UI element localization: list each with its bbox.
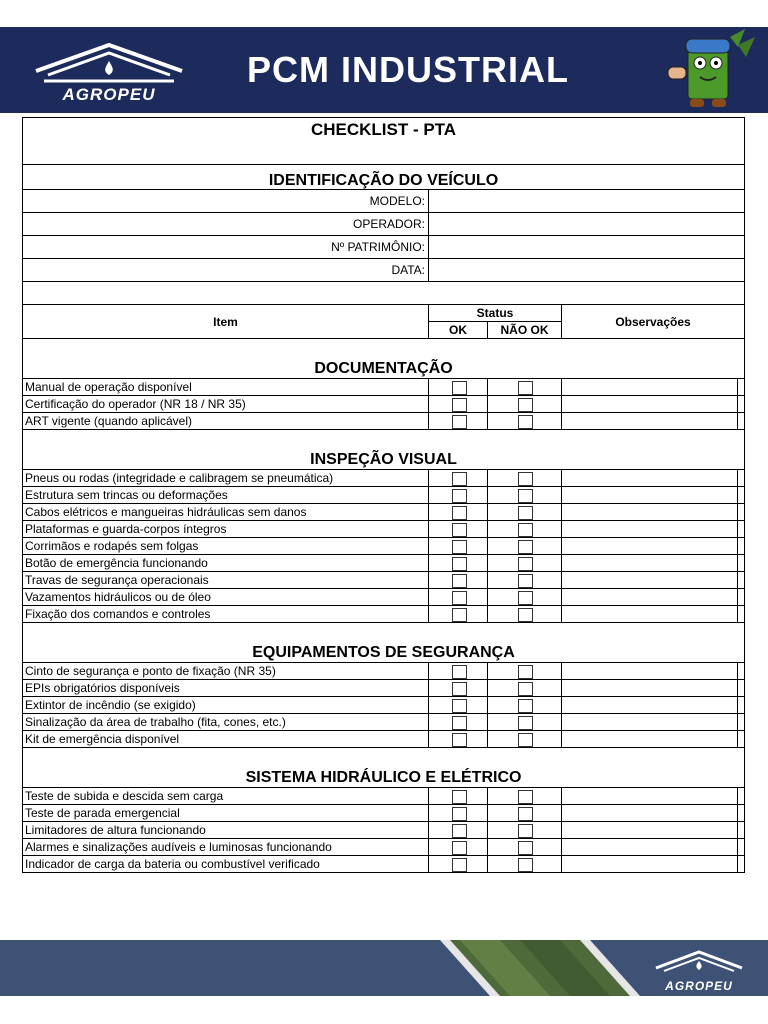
edge-cell: [738, 555, 745, 572]
status-nao-ok-checkbox[interactable]: [518, 591, 533, 605]
status-ok-checkbox[interactable]: [452, 716, 467, 730]
observacoes-cell[interactable]: [562, 663, 738, 680]
field-input-patrimonio[interactable]: [429, 236, 745, 259]
checklist-item-label: Fixação dos comandos e controles: [23, 606, 429, 623]
status-nao-ok-checkbox[interactable]: [518, 824, 533, 838]
checklist-row: [23, 839, 745, 856]
status-nao-ok-cell: [488, 663, 562, 680]
edge-cell: [738, 606, 745, 623]
checklist-item-label: Teste de parada emergencial: [23, 805, 429, 822]
checklist-item-label: ART vigente (quando aplicável): [23, 413, 429, 430]
status-nao-ok-checkbox[interactable]: [518, 682, 533, 696]
footer-logo: [654, 950, 744, 993]
status-ok-checkbox[interactable]: [452, 574, 467, 588]
edge-cell: [738, 697, 745, 714]
field-input-operador[interactable]: [429, 213, 745, 236]
checklist-row: [23, 663, 745, 680]
observacoes-cell[interactable]: [562, 822, 738, 839]
checklist-item-label: Sinalização da área de trabalho (fita, cones, etc.): [23, 714, 429, 731]
footer-logo-text: AGROPEU: [665, 979, 733, 993]
edge-cell: [738, 504, 745, 521]
status-nao-ok-cell: [488, 504, 562, 521]
status-nao-ok-cell: [488, 805, 562, 822]
checklist-row: [23, 697, 745, 714]
checklist-row: [23, 788, 745, 805]
status-nao-ok-checkbox[interactable]: [518, 699, 533, 713]
status-ok-checkbox[interactable]: [452, 665, 467, 679]
status-ok-checkbox[interactable]: [452, 506, 467, 520]
checklist-row: [23, 413, 745, 430]
status-nao-ok-cell: [488, 589, 562, 606]
status-ok-checkbox[interactable]: [452, 824, 467, 838]
checklist-item-label: Alarmes e sinalizações audíveis e luminosas funcionando: [23, 839, 429, 856]
checklist-title: CHECKLIST - PTA: [23, 118, 745, 165]
status-ok-cell: [429, 396, 488, 413]
status-ok-cell: [429, 572, 488, 589]
logo-text: AGROPEU: [62, 85, 156, 104]
edge-cell: [738, 714, 745, 731]
observacoes-cell[interactable]: [562, 606, 738, 623]
checklist-table: [22, 117, 745, 873]
observacoes-cell[interactable]: [562, 538, 738, 555]
status-ok-cell: [429, 697, 488, 714]
checklist-item-label: EPIs obrigatórios disponíveis: [23, 680, 429, 697]
status-nao-ok-checkbox[interactable]: [518, 381, 533, 395]
checklist-row: [23, 521, 745, 538]
header-banner: [0, 27, 768, 113]
column-header-ok: OK: [429, 322, 488, 339]
status-ok-cell: [429, 856, 488, 873]
status-ok-cell: [429, 487, 488, 504]
status-nao-ok-checkbox[interactable]: [518, 665, 533, 679]
status-ok-cell: [429, 822, 488, 839]
status-ok-cell: [429, 589, 488, 606]
status-nao-ok-checkbox[interactable]: [518, 790, 533, 804]
status-ok-checkbox[interactable]: [452, 682, 467, 696]
observacoes-cell[interactable]: [562, 470, 738, 487]
status-nao-ok-cell: [488, 413, 562, 430]
status-ok-cell: [429, 413, 488, 430]
edge-cell: [738, 680, 745, 697]
status-ok-checkbox[interactable]: [452, 523, 467, 537]
observacoes-cell[interactable]: [562, 856, 738, 873]
agropeu-logo: [34, 41, 184, 103]
edge-cell: [738, 470, 745, 487]
checklist-row: [23, 680, 745, 697]
edge-cell: [738, 822, 745, 839]
checklist-row: [23, 555, 745, 572]
edge-cell: [738, 379, 745, 396]
status-ok-checkbox[interactable]: [452, 591, 467, 605]
checklist-row: [23, 731, 745, 748]
status-ok-cell: [429, 606, 488, 623]
checklist-row: [23, 589, 745, 606]
brand-title: PCM INDUSTRIAL: [247, 49, 569, 90]
status-nao-ok-checkbox[interactable]: [518, 858, 533, 872]
edge-cell: [738, 805, 745, 822]
status-nao-ok-checkbox[interactable]: [518, 523, 533, 537]
status-ok-checkbox[interactable]: [452, 733, 467, 747]
status-ok-cell: [429, 714, 488, 731]
checklist-item-label: Travas de segurança operacionais: [23, 572, 429, 589]
status-ok-checkbox[interactable]: [452, 807, 467, 821]
checklist-item-label: Teste de subida e descida sem carga: [23, 788, 429, 805]
checklist-row: [23, 396, 745, 413]
status-nao-ok-checkbox[interactable]: [518, 807, 533, 821]
mascot-icon: [660, 27, 760, 113]
edge-cell: [738, 521, 745, 538]
observacoes-cell[interactable]: [562, 805, 738, 822]
status-nao-ok-checkbox[interactable]: [518, 540, 533, 554]
status-nao-ok-checkbox[interactable]: [518, 574, 533, 588]
section-title: INSPEÇÃO VISUAL: [23, 430, 745, 470]
status-nao-ok-checkbox[interactable]: [518, 841, 533, 855]
status-nao-ok-cell: [488, 606, 562, 623]
section-title: SISTEMA HIDRÁULICO E ELÉTRICO: [23, 748, 745, 788]
spacer-row: [23, 282, 745, 305]
field-label-patrimonio: Nº PATRIMÔNIO:: [23, 236, 429, 259]
status-ok-cell: [429, 521, 488, 538]
column-header-nao-ok: NÃO OK: [488, 322, 562, 339]
observacoes-cell[interactable]: [562, 680, 738, 697]
checklist-row: [23, 379, 745, 396]
status-ok-cell: [429, 379, 488, 396]
observacoes-cell[interactable]: [562, 521, 738, 538]
identification-title: IDENTIFICAÇÃO DO VEÍCULO: [23, 165, 745, 190]
checklist-row: [23, 504, 745, 521]
status-ok-cell: [429, 839, 488, 856]
checklist-item-label: Indicador de carga da bateria ou combustível verificado: [23, 856, 429, 873]
status-ok-checkbox[interactable]: [452, 381, 467, 395]
field-label-data: DATA:: [23, 259, 429, 282]
checklist-item-label: Pneus ou rodas (integridade e calibragem se pneumática): [23, 470, 429, 487]
status-nao-ok-cell: [488, 379, 562, 396]
status-ok-cell: [429, 504, 488, 521]
edge-cell: [738, 788, 745, 805]
observacoes-cell[interactable]: [562, 697, 738, 714]
status-nao-ok-cell: [488, 856, 562, 873]
status-nao-ok-cell: [488, 731, 562, 748]
status-nao-ok-cell: [488, 697, 562, 714]
status-ok-cell: [429, 663, 488, 680]
observacoes-cell[interactable]: [562, 379, 738, 396]
status-ok-checkbox[interactable]: [452, 790, 467, 804]
status-ok-cell: [429, 788, 488, 805]
observacoes-cell[interactable]: [562, 731, 738, 748]
edge-cell: [738, 856, 745, 873]
footer-roof-logo-icon: [654, 950, 744, 974]
column-header-item: Item: [23, 305, 429, 339]
observacoes-cell[interactable]: [562, 572, 738, 589]
status-nao-ok-cell: [488, 714, 562, 731]
edge-cell: [738, 572, 745, 589]
status-ok-cell: [429, 731, 488, 748]
checklist-row: [23, 606, 745, 623]
status-nao-ok-cell: [488, 538, 562, 555]
edge-cell: [738, 839, 745, 856]
grass-field-icon: [440, 940, 640, 996]
observacoes-cell[interactable]: [562, 555, 738, 572]
checklist-row: [23, 572, 745, 589]
status-ok-checkbox[interactable]: [452, 540, 467, 554]
status-ok-checkbox[interactable]: [452, 699, 467, 713]
checklist-row: [23, 822, 745, 839]
observacoes-cell[interactable]: [562, 504, 738, 521]
status-nao-ok-cell: [488, 555, 562, 572]
status-ok-checkbox[interactable]: [452, 841, 467, 855]
checklist-item-label: Kit de emergência disponível: [23, 731, 429, 748]
status-nao-ok-checkbox[interactable]: [518, 472, 533, 486]
status-nao-ok-cell: [488, 396, 562, 413]
checklist-row: [23, 714, 745, 731]
status-nao-ok-cell: [488, 521, 562, 538]
edge-cell: [738, 538, 745, 555]
observacoes-cell[interactable]: [562, 839, 738, 856]
observacoes-cell[interactable]: [562, 396, 738, 413]
status-ok-checkbox[interactable]: [452, 608, 467, 622]
checklist-row: [23, 538, 745, 555]
edge-cell: [738, 731, 745, 748]
status-ok-checkbox[interactable]: [452, 489, 467, 503]
status-nao-ok-checkbox[interactable]: [518, 608, 533, 622]
edge-cell: [738, 413, 745, 430]
status-ok-checkbox[interactable]: [452, 398, 467, 412]
edge-cell: [738, 663, 745, 680]
observacoes-cell[interactable]: [562, 413, 738, 430]
status-nao-ok-cell: [488, 680, 562, 697]
section-title: EQUIPAMENTOS DE SEGURANÇA: [23, 623, 745, 663]
status-nao-ok-cell: [488, 572, 562, 589]
status-ok-checkbox[interactable]: [452, 472, 467, 486]
status-nao-ok-checkbox[interactable]: [518, 415, 533, 429]
status-ok-checkbox[interactable]: [452, 557, 467, 571]
edge-cell: [738, 589, 745, 606]
edge-cell: [738, 487, 745, 504]
checklist-item-label: Botão de emergência funcionando: [23, 555, 429, 572]
status-ok-cell: [429, 680, 488, 697]
status-ok-checkbox[interactable]: [452, 858, 467, 872]
column-header-observacoes: Observações: [562, 305, 745, 339]
field-label-operador: OPERADOR:: [23, 213, 429, 236]
checklist-item-label: Cinto de segurança e ponto de fixação (NR 35): [23, 663, 429, 680]
checklist-item-label: Limitadores de altura funcionando: [23, 822, 429, 839]
status-nao-ok-checkbox[interactable]: [518, 506, 533, 520]
checklist-row: [23, 856, 745, 873]
status-nao-ok-cell: [488, 839, 562, 856]
field-input-modelo[interactable]: [429, 190, 745, 213]
status-nao-ok-checkbox[interactable]: [518, 716, 533, 730]
status-nao-ok-checkbox[interactable]: [518, 733, 533, 747]
observacoes-cell[interactable]: [562, 589, 738, 606]
status-nao-ok-checkbox[interactable]: [518, 557, 533, 571]
status-ok-cell: [429, 538, 488, 555]
status-ok-checkbox[interactable]: [452, 415, 467, 429]
status-nao-ok-cell: [488, 822, 562, 839]
checklist-item-label: Estrutura sem trincas ou deformações: [23, 487, 429, 504]
status-ok-cell: [429, 555, 488, 572]
observacoes-cell[interactable]: [562, 788, 738, 805]
field-input-data[interactable]: [429, 259, 745, 282]
status-ok-cell: [429, 470, 488, 487]
field-label-modelo: MODELO:: [23, 190, 429, 213]
checklist-item-label: Manual de operação disponível: [23, 379, 429, 396]
checklist-item-label: Extintor de incêndio (se exigido): [23, 697, 429, 714]
checklist-row: [23, 487, 745, 504]
status-nao-ok-checkbox[interactable]: [518, 489, 533, 503]
status-nao-ok-cell: [488, 487, 562, 504]
observacoes-cell[interactable]: [562, 487, 738, 504]
status-nao-ok-checkbox[interactable]: [518, 398, 533, 412]
checklist-item-label: Certificação do operador (NR 18 / NR 35): [23, 396, 429, 413]
footer-banner: [0, 940, 768, 996]
section-title: DOCUMENTAÇÃO: [23, 339, 745, 379]
checklist-item-label: Vazamentos hidráulicos ou de óleo: [23, 589, 429, 606]
edge-cell: [738, 396, 745, 413]
checklist-row: [23, 805, 745, 822]
status-ok-cell: [429, 805, 488, 822]
checklist-item-label: Plataformas e guarda-corpos íntegros: [23, 521, 429, 538]
checklist-item-label: Cabos elétricos e mangueiras hidráulicas sem danos: [23, 504, 429, 521]
column-header-status: Status: [429, 305, 562, 322]
status-nao-ok-cell: [488, 470, 562, 487]
status-nao-ok-cell: [488, 788, 562, 805]
observacoes-cell[interactable]: [562, 714, 738, 731]
roof-logo-icon: [34, 41, 184, 87]
checklist-item-label: Corrimãos e rodapés sem folgas: [23, 538, 429, 555]
checklist-row: [23, 470, 745, 487]
